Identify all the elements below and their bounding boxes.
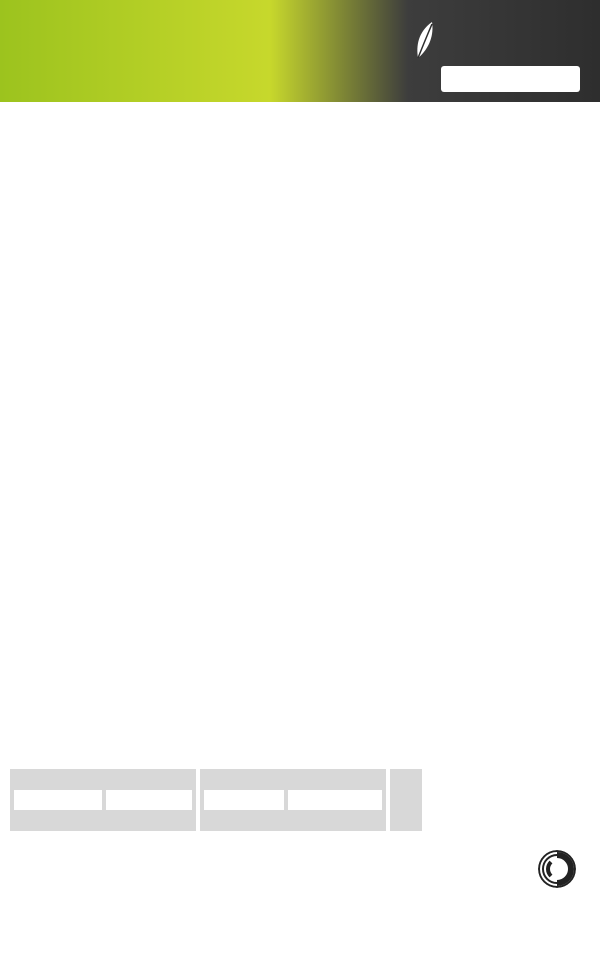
green-dot-recycle-icon [538, 850, 576, 888]
seeds-photo [426, 771, 570, 831]
header-banner [0, 0, 600, 102]
dias-box [204, 790, 284, 810]
directa-box [14, 790, 102, 810]
side-legal-text [574, 90, 596, 850]
barcode [14, 868, 152, 946]
product-code [441, 66, 580, 92]
trasplante-box [106, 790, 192, 810]
temp-box [288, 790, 382, 810]
leaf-logo-icon [414, 20, 436, 60]
seed-count-panel [390, 769, 422, 831]
